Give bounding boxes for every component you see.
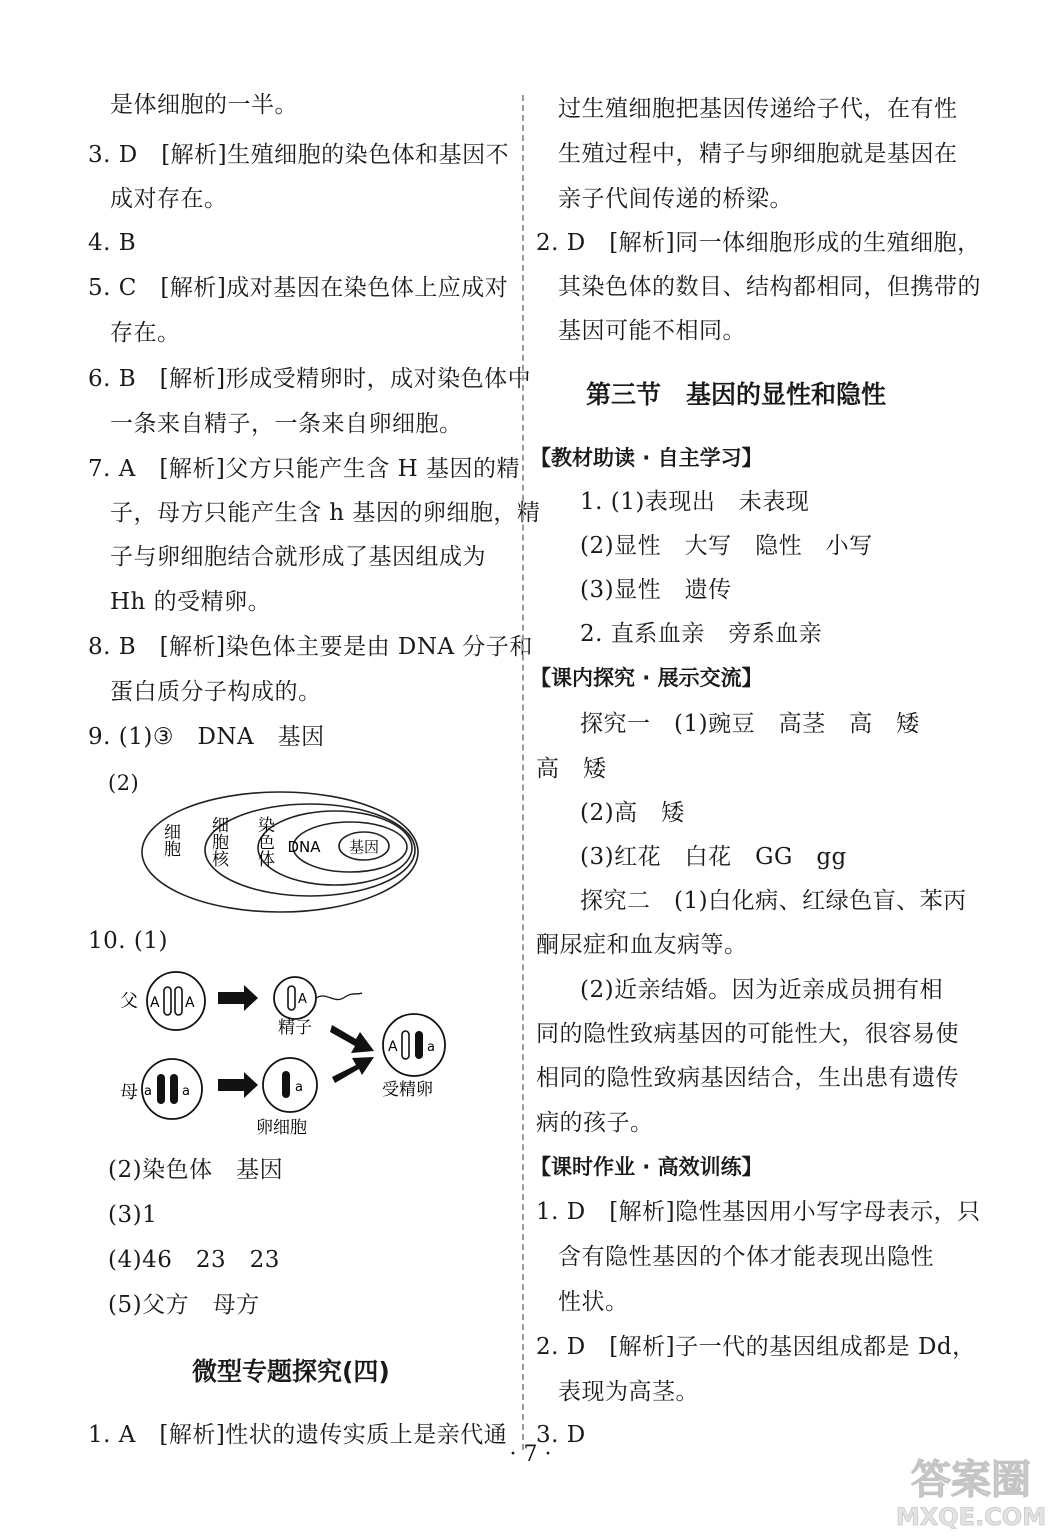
answer-10-5: (5)父方 母方 bbox=[108, 1292, 260, 1318]
heading-homework: 【课时作业 · 高效训练】 bbox=[530, 1155, 763, 1179]
text-line: 酮尿症和血友病等。 bbox=[536, 932, 748, 958]
text-line: 生殖过程中，精子与卵细胞就是基因在 bbox=[558, 141, 958, 167]
answer-6: 6. B [解析]形成受精卵时，成对染色体中 bbox=[88, 366, 532, 392]
answer-10: 10. (1) bbox=[88, 928, 168, 954]
text-line: 蛋白质分子构成的。 bbox=[110, 679, 322, 705]
genetic-cross-diagram bbox=[112, 965, 462, 1140]
text-line: 子与卵细胞结合就形成了基因组成为 bbox=[110, 544, 486, 570]
homework-answer-3: 3. D bbox=[536, 1422, 586, 1448]
zygote-allele-2: a bbox=[427, 1040, 435, 1055]
sperm-chromosome bbox=[288, 986, 295, 1010]
watermark-main-text: 答案圈 bbox=[911, 1457, 1031, 1503]
egg-chromosome bbox=[282, 1071, 290, 1098]
text-line: 其染色体的数目、结构都相同，但携带的 bbox=[558, 274, 981, 300]
text-line: 基因可能不相同。 bbox=[558, 318, 746, 344]
homework-answer-1: 1. D [解析]隐性基因用小写字母表示，只 bbox=[536, 1199, 981, 1225]
answer-3: 3. D [解析]生殖细胞的染色体和基因不 bbox=[88, 142, 510, 168]
page-number: · 7 · bbox=[509, 1442, 552, 1467]
text-line: 子，母方只能产生含 h 基因的卵细胞，精 bbox=[110, 500, 541, 526]
answer-5: 5. C [解析]成对基因在染色体上应成对 bbox=[88, 275, 509, 301]
watermark-logo bbox=[888, 1445, 1054, 1530]
text-line: 成对存在。 bbox=[110, 186, 228, 212]
sperm-tail bbox=[316, 993, 362, 1000]
father-allele-1: A bbox=[150, 995, 160, 1011]
micro-answer-2: 2. D [解析]同一体细胞形成的生殖细胞， bbox=[536, 230, 981, 256]
answer-10-3: (3)1 bbox=[108, 1202, 158, 1228]
section-title-dominant-recessive: 第三节 基因的显性和隐性 bbox=[586, 380, 887, 409]
guide-answer-1-3: (3)显性 遗传 bbox=[580, 577, 732, 603]
text-line: 同的隐性致病基因的可能性大，很容易使 bbox=[536, 1021, 959, 1047]
answer-10-4: (4)46 23 23 bbox=[108, 1247, 280, 1273]
answer-10-2: (2)染色体 基因 bbox=[108, 1157, 284, 1183]
guide-answer-1-2: (2)显性 大写 隐性 小写 bbox=[580, 533, 873, 559]
zygote-chromosome-1 bbox=[402, 1031, 409, 1059]
label-cell: 细胞 bbox=[160, 823, 180, 857]
text-line: 相同的隐性致病基因结合，生出患有遗传 bbox=[536, 1065, 959, 1091]
father-chromosome-1 bbox=[164, 987, 171, 1015]
homework-answer-2: 2. D [解析]子一代的基因组成都是 Dd， bbox=[536, 1334, 976, 1360]
text-line: Hh 的受精卵。 bbox=[110, 589, 272, 615]
answer-4: 4. B bbox=[88, 230, 137, 256]
arrow-egg-zygote bbox=[332, 1057, 374, 1083]
arrow-father-sperm bbox=[218, 985, 258, 1011]
answer-9: 9. (1)③ DNA 基因 bbox=[88, 724, 325, 750]
text-line: 亲子代间传递的桥梁。 bbox=[558, 186, 793, 212]
text-line: 是体细胞的一半。 bbox=[110, 92, 298, 118]
inquiry-2: 探究二 (1)白化病、红绿色盲、苯丙 bbox=[580, 888, 967, 914]
label-gene: 基因 bbox=[348, 838, 380, 856]
answer-8: 8. B [解析]染色体主要是由 DNA 分子和 bbox=[88, 634, 533, 660]
zygote-allele-1: A bbox=[388, 1039, 398, 1055]
heading-textbook-guide: 【教材助读 · 自主学习】 bbox=[530, 446, 763, 470]
guide-answer-1: 1. (1)表现出 未表现 bbox=[580, 489, 810, 515]
text-line: 存在。 bbox=[110, 320, 181, 346]
label-sperm: 精子 bbox=[278, 1018, 312, 1038]
section-title-micro-topic: 微型专题探究(四) bbox=[192, 1357, 390, 1386]
heading-in-class-inquiry: 【课内探究 · 展示交流】 bbox=[530, 666, 763, 690]
label-dna: DNA bbox=[287, 838, 321, 856]
egg-allele: a bbox=[295, 1080, 303, 1095]
inquiry-1-3: (3)红花 白花 GG gg bbox=[580, 844, 847, 870]
answer-9-2: (2) bbox=[108, 771, 140, 795]
text-line: 含有隐性基因的个体才能表现出隐性 bbox=[558, 1244, 934, 1270]
answer-7: 7. A [解析]父方只能产生含 H 基因的精 bbox=[88, 456, 520, 482]
father-allele-2: A bbox=[185, 995, 195, 1011]
mother-chromosome-2 bbox=[170, 1074, 178, 1104]
text-line: 过生殖细胞把基因传递给子代，在有性 bbox=[558, 96, 958, 122]
mother-allele-1: a bbox=[144, 1084, 152, 1099]
label-father: 父 bbox=[120, 991, 138, 1012]
column-divider bbox=[522, 95, 524, 1450]
arrow-mother-egg bbox=[218, 1072, 258, 1098]
watermark-url: MXQE.COM bbox=[895, 1503, 1047, 1530]
label-zygote: 受精卵 bbox=[382, 1080, 433, 1100]
text-line: 病的孩子。 bbox=[536, 1110, 654, 1136]
nested-structure-diagram bbox=[140, 790, 420, 915]
label-chromosome: 染色体 bbox=[254, 816, 274, 867]
text-line: 表现为高茎。 bbox=[558, 1379, 699, 1405]
mother-chromosome-1 bbox=[157, 1074, 165, 1104]
sperm-allele: A bbox=[298, 992, 307, 1007]
text-line: 高 矮 bbox=[536, 756, 607, 782]
text-line: 性状。 bbox=[558, 1289, 629, 1315]
inquiry-1: 探究一 (1)豌豆 高茎 高 矮 bbox=[580, 711, 920, 737]
label-mother: 母 bbox=[120, 1082, 138, 1103]
label-nucleus: 细胞核 bbox=[208, 816, 228, 867]
father-chromosome-2 bbox=[175, 987, 182, 1015]
inquiry-2-2: (2)近亲结婚。因为近亲成员拥有相 bbox=[580, 977, 944, 1003]
micro-answer-1: 1. A [解析]性状的遗传实质上是亲代通 bbox=[88, 1422, 508, 1448]
mother-allele-2: a bbox=[182, 1084, 190, 1099]
guide-answer-2: 2. 直系血亲 旁系血亲 bbox=[580, 621, 823, 647]
zygote-chromosome-2 bbox=[415, 1031, 423, 1059]
arrow-sperm-zygote bbox=[330, 1025, 374, 1053]
text-line: 一条来自精子，一条来自卵细胞。 bbox=[110, 411, 463, 437]
label-egg: 卵细胞 bbox=[256, 1118, 307, 1138]
inquiry-1-2: (2)高 矮 bbox=[580, 800, 685, 826]
